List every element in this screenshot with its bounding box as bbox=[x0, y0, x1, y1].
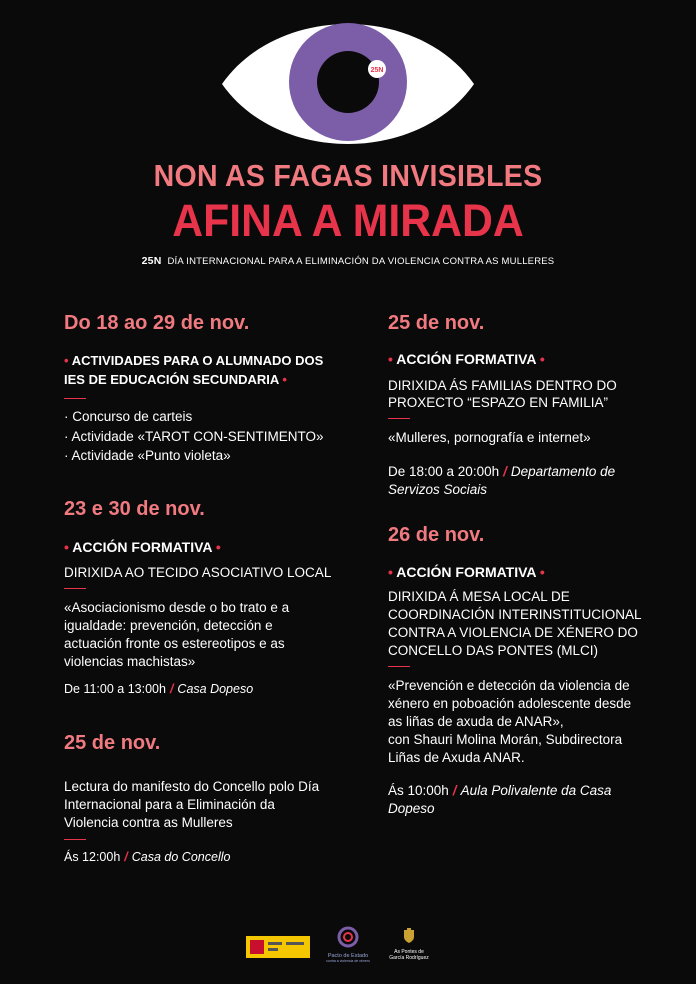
right-block2-desc-line: con Shauri Molina Morán, Subdirectora bbox=[388, 732, 623, 747]
right-block2-time: Ás 10:00h / Aula Polivalente da Casa bbox=[388, 783, 612, 798]
right-block2-desc-line: xénero en poboación adolescente desde bbox=[388, 696, 632, 711]
right-block1-kind: • ACCIÓN FORMATIVA • bbox=[388, 351, 545, 367]
left-block3-desc-line: Violencia contra as Mulleres bbox=[64, 815, 233, 830]
right-block2-audience-line: DIRIXIDA Á MESA LOCAL DE bbox=[388, 589, 570, 604]
left-block1-item: · Actividade «Punto violeta» bbox=[64, 448, 231, 463]
right-block2-date: 26 de nov. bbox=[388, 524, 485, 546]
right-block1-audience-line: PROXECTO “ESPAZO EN FAMILIA” bbox=[388, 395, 609, 410]
left-block2-place: Casa Dopeso bbox=[177, 682, 254, 696]
right-block2-audience-line: CONTRA A VIOLENCIA DE XÉNERO DO bbox=[388, 625, 638, 640]
subtitle-tag: 25N bbox=[141, 255, 162, 267]
logo-text-bar bbox=[286, 942, 304, 945]
left-block3-rule bbox=[64, 839, 86, 840]
coat-of-arms-icon bbox=[403, 928, 415, 944]
right-block2-audience-line: COORDINACIÓN INTERINSTITUCIONAL bbox=[388, 607, 642, 622]
right-block1-audience-line: DIRIXIDA ÁS FAMILIAS DENTRO DO bbox=[388, 378, 617, 393]
left-block2-audience: DIRIXIDA AO TECIDO ASOCIATIVO LOCAL bbox=[64, 565, 332, 580]
logo-text-bar bbox=[268, 948, 278, 951]
pacto-estado-text: Pacto de Estado bbox=[327, 953, 369, 959]
right-block1-desc: «Mulleres, pornografía e internet» bbox=[388, 430, 591, 445]
left-block3-time: Ás 12:00h / Casa do Concello bbox=[64, 850, 231, 864]
coat-of-arms-icon bbox=[250, 940, 264, 954]
right-block1-date: 25 de nov. bbox=[388, 312, 485, 334]
left-block2-desc-line: igualdade: prevención, detección e bbox=[64, 618, 273, 633]
eye-pupil bbox=[317, 51, 379, 113]
left-block3-desc-line: Lectura do manifesto do Concello polo Día bbox=[64, 779, 320, 794]
subtitle-text: DÍA INTERNACIONAL PARA A ELIMINACIÓN DA VIOLENCIA CONTRA AS MULLERES bbox=[167, 256, 555, 267]
right-block2-kind: • ACCIÓN FORMATIVA • bbox=[388, 564, 545, 580]
left-block1-date: Do 18 ao 29 de nov. bbox=[64, 312, 250, 334]
right-block1-time: De 18:00 a 20:00h / Departamento de bbox=[388, 464, 616, 479]
left-block1-kind-line2: IES DE EDUCACIÓN SECUNDARIA • bbox=[64, 372, 287, 387]
right-block1-rule bbox=[388, 418, 410, 419]
right-block2-rule bbox=[388, 666, 410, 667]
concello-text: As Pontes de bbox=[394, 949, 424, 955]
left-block1-rule bbox=[64, 398, 86, 399]
pacto-estado-subtext: contra a violencia de xénero bbox=[326, 959, 370, 963]
pacto-estado-logo bbox=[326, 926, 370, 963]
left-block3-desc-line: Internacional para a Eliminación da bbox=[64, 797, 275, 812]
right-block2-place-line2: Dopeso bbox=[388, 801, 435, 816]
left-block2-desc-line: «Asociacionismo desde o bo trato e a bbox=[64, 600, 290, 615]
left-block3-date: 25 de nov. bbox=[64, 732, 161, 754]
right-block2-audience-line: CONCELLO DAS PONTES (MLCI) bbox=[388, 643, 599, 658]
left-block2-time: De 11:00 a 13:00h / Casa Dopeso bbox=[64, 682, 254, 696]
right-block1-place-line2: Servizos Sociais bbox=[388, 482, 488, 497]
left-block2-rule bbox=[64, 588, 86, 589]
eye-badge-text: 25N bbox=[370, 67, 384, 74]
right-block1-place: Departamento de bbox=[510, 464, 616, 479]
government-logo bbox=[246, 936, 310, 958]
right-block2-desc-line: Liñas de Axuda ANAR. bbox=[388, 750, 525, 765]
subtitle bbox=[0, 255, 696, 267]
left-block2-kind: • ACCIÓN FORMATIVA • bbox=[64, 539, 221, 555]
concello-text: García Rodríguez bbox=[389, 955, 429, 961]
right-block2-desc-line: «Prevención e detección da violencia de bbox=[388, 678, 630, 693]
headline-line1: NON AS FAGAS INVISIBLES bbox=[153, 158, 543, 193]
headline-line2: AFINA A MIRADA bbox=[172, 195, 524, 246]
left-block3-place: Casa do Concello bbox=[131, 850, 231, 864]
left-block2-desc-line: actuación fronte os estereotipos e as bbox=[64, 636, 285, 651]
pacto-estado-icon bbox=[335, 926, 361, 948]
eye-graphic bbox=[218, 22, 478, 146]
right-block2-desc-line: as liñas de axuda de ANAR», bbox=[388, 714, 564, 729]
left-block1-item: · Actividade «TAROT CON-SENTIMENTO» bbox=[64, 429, 324, 444]
concello-logo bbox=[386, 928, 432, 962]
left-block2-date: 23 e 30 de nov. bbox=[64, 498, 205, 520]
right-block2-place: Aula Polivalente da Casa bbox=[460, 783, 612, 798]
left-block1-kind-line1: • ACTIVIDADES PARA O ALUMNADO DOS bbox=[64, 353, 324, 368]
left-block1-item: · Concurso de carteis bbox=[64, 409, 193, 424]
logo-text-bar bbox=[268, 942, 282, 945]
left-block2-desc-line: violencias machistas» bbox=[64, 654, 196, 669]
